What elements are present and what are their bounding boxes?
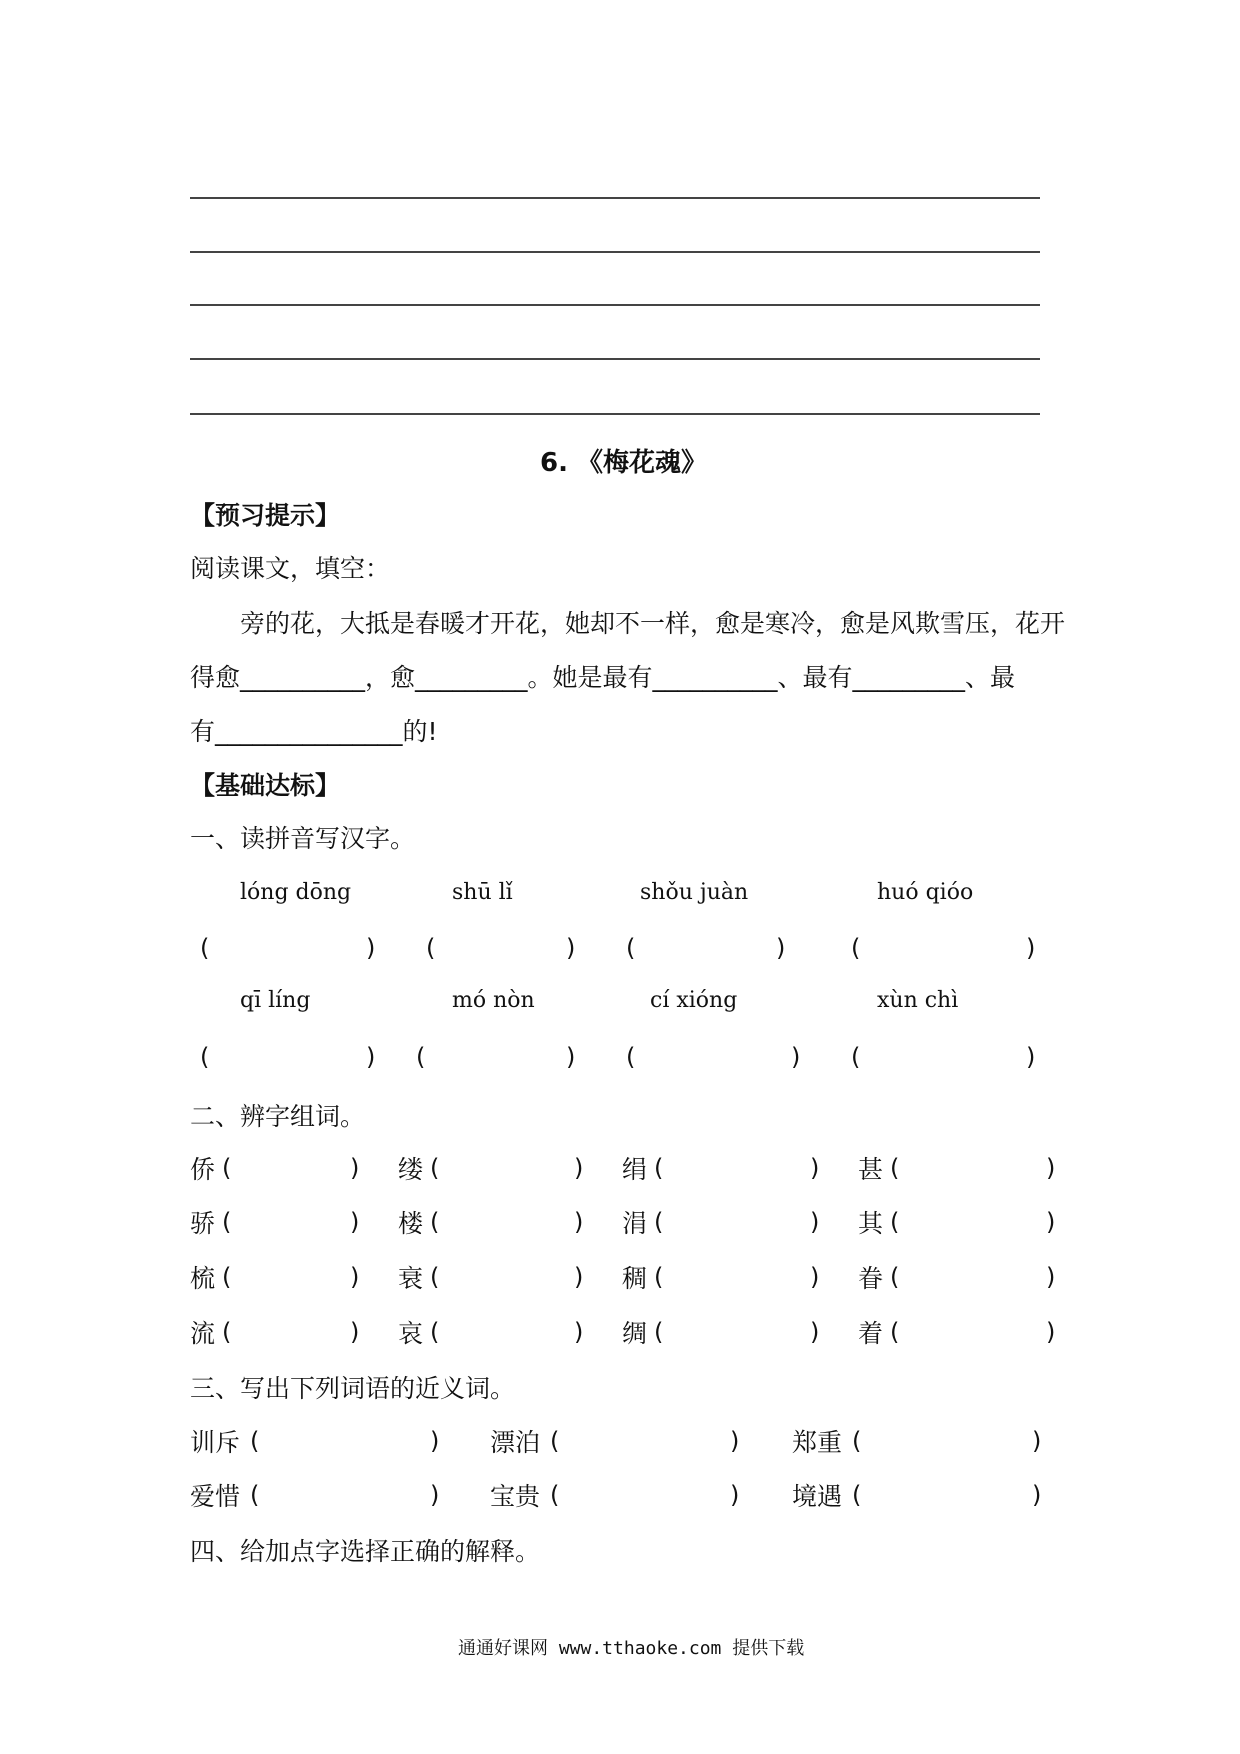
answer-parens-open: ( xyxy=(626,934,636,962)
answer-parens-open: ( xyxy=(550,1427,560,1455)
answer-parens-close: ) xyxy=(730,1427,740,1455)
word-char: 衰 xyxy=(398,1264,424,1293)
answer-parens-close: ) xyxy=(1046,1208,1056,1236)
answer-parens-open: ( xyxy=(890,1263,900,1291)
word-char: 甚 xyxy=(858,1155,884,1184)
preview-instruction: 阅读课文，填空： xyxy=(190,554,391,583)
answer-parens-open: ( xyxy=(654,1263,664,1291)
answer-parens-close: ) xyxy=(1046,1318,1056,1346)
pinyin: shǒu juàn xyxy=(640,880,749,905)
word-char: 侨 xyxy=(190,1155,216,1184)
synonym-word: 漂泊 xyxy=(490,1428,541,1457)
preview-heading: 【预习提示】 xyxy=(190,501,341,530)
word-char: 绸 xyxy=(622,1319,648,1348)
answer-parens-close: ) xyxy=(574,1208,584,1236)
word-char: 梳 xyxy=(190,1264,216,1293)
answer-parens-open: ( xyxy=(250,1427,260,1455)
answer-parens-open: ( xyxy=(852,1427,862,1455)
pinyin: huó qióo xyxy=(877,880,974,905)
word-char: 其 xyxy=(858,1209,884,1238)
answer-parens-open: ( xyxy=(851,934,861,962)
answer-parens-open: ( xyxy=(890,1208,900,1236)
answer-parens-close: ) xyxy=(810,1263,820,1291)
pinyin: lóng dōng xyxy=(240,880,352,905)
answer-parens-open: ( xyxy=(430,1208,440,1236)
answer-parens-open: ( xyxy=(654,1318,664,1346)
page-footer: 通通好课网 www.tthaoke.com 提供下载 xyxy=(458,1638,805,1659)
word-char: 楼 xyxy=(398,1209,424,1238)
answer-parens-open: ( xyxy=(851,1043,861,1071)
synonym-word: 境遇 xyxy=(792,1482,843,1511)
answer-parens-open: ( xyxy=(550,1481,560,1509)
answer-parens-close: ) xyxy=(1032,1427,1042,1455)
pinyin: mó nòn xyxy=(452,988,535,1013)
answer-parens-open: ( xyxy=(222,1263,232,1291)
answer-line xyxy=(190,358,1040,360)
pinyin: cí xióng xyxy=(650,988,738,1013)
answer-parens-open: ( xyxy=(852,1481,862,1509)
answer-line xyxy=(190,413,1040,415)
answer-line xyxy=(190,197,1040,199)
answer-parens-open: ( xyxy=(626,1043,636,1071)
answer-parens-close: ) xyxy=(350,1263,360,1291)
word-char: 流 xyxy=(190,1319,216,1348)
answer-parens-close: ) xyxy=(366,1043,376,1071)
answer-parens-close: ) xyxy=(350,1154,360,1182)
answer-parens-close: ) xyxy=(574,1154,584,1182)
lesson-title: 6. 《梅花魂》 xyxy=(540,448,708,478)
answer-line xyxy=(190,304,1040,306)
word-char: 缕 xyxy=(398,1155,424,1184)
word-char: 骄 xyxy=(190,1209,216,1238)
answer-parens-close: ) xyxy=(430,1481,440,1509)
answer-parens-close: ) xyxy=(1046,1263,1056,1291)
word-char: 涓 xyxy=(622,1209,648,1238)
answer-parens-open: ( xyxy=(430,1318,440,1346)
answer-parens-close: ) xyxy=(776,934,786,962)
answer-parens-open: ( xyxy=(200,1043,210,1071)
answer-parens-close: ) xyxy=(574,1318,584,1346)
answer-parens-open: ( xyxy=(222,1208,232,1236)
synonym-word: 训斥 xyxy=(190,1428,241,1457)
passage-line-1: 旁的花，大抵是春暖才开花，她却不一样，愈是寒冷，愈是风欺雪压，花开 xyxy=(240,609,1066,638)
answer-parens-close: ) xyxy=(1046,1154,1056,1182)
synonym-word: 爱惜 xyxy=(190,1482,241,1511)
answer-parens-open: ( xyxy=(890,1154,900,1182)
question-3-title: 三、写出下列词语的近义词。 xyxy=(190,1374,516,1403)
answer-parens-open: ( xyxy=(430,1154,440,1182)
answer-parens-open: ( xyxy=(200,934,210,962)
answer-parens-close: ) xyxy=(1026,1043,1036,1071)
word-char: 着 xyxy=(858,1319,884,1348)
answer-parens-open: ( xyxy=(890,1318,900,1346)
answer-parens-close: ) xyxy=(1032,1481,1042,1509)
answer-parens-close: ) xyxy=(430,1427,440,1455)
answer-parens-close: ) xyxy=(350,1318,360,1346)
answer-parens-open: ( xyxy=(654,1154,664,1182)
word-char: 哀 xyxy=(398,1319,424,1348)
basic-heading: 【基础达标】 xyxy=(190,771,341,800)
answer-parens-close: ) xyxy=(730,1481,740,1509)
answer-parens-open: ( xyxy=(222,1154,232,1182)
answer-line xyxy=(190,251,1040,253)
word-char: 眷 xyxy=(858,1264,884,1293)
pinyin: shū lǐ xyxy=(452,880,513,905)
answer-parens-close: ) xyxy=(791,1043,801,1071)
pinyin: qī líng xyxy=(240,988,311,1013)
synonym-word: 郑重 xyxy=(792,1428,843,1457)
question-1-title: 一、读拼音写汉字。 xyxy=(190,824,416,853)
answer-parens-open: ( xyxy=(654,1208,664,1236)
passage-line-2: 得愈__________，愈_________。她是最有__________、最有_________、最 xyxy=(190,663,1016,692)
word-char: 稠 xyxy=(622,1264,648,1293)
answer-parens-close: ) xyxy=(366,934,376,962)
answer-parens-open: ( xyxy=(426,934,436,962)
answer-parens-open: ( xyxy=(430,1263,440,1291)
answer-parens-close: ) xyxy=(810,1154,820,1182)
answer-parens-open: ( xyxy=(222,1318,232,1346)
answer-parens-close: ) xyxy=(566,934,576,962)
synonym-word: 宝贵 xyxy=(490,1482,541,1511)
answer-parens-close: ) xyxy=(810,1208,820,1236)
passage-line-3: 有_______________的! xyxy=(190,717,438,746)
answer-parens-close: ) xyxy=(574,1263,584,1291)
question-4-title: 四、给加点字选择正确的解释。 xyxy=(190,1537,541,1566)
answer-parens-close: ) xyxy=(810,1318,820,1346)
answer-parens-open: ( xyxy=(250,1481,260,1509)
pinyin: xùn chì xyxy=(877,988,959,1013)
answer-parens-close: ) xyxy=(566,1043,576,1071)
answer-parens-close: ) xyxy=(350,1208,360,1236)
word-char: 绢 xyxy=(622,1155,648,1184)
answer-parens-open: ( xyxy=(416,1043,426,1071)
answer-parens-close: ) xyxy=(1026,934,1036,962)
question-2-title: 二、辨字组词。 xyxy=(190,1102,366,1131)
